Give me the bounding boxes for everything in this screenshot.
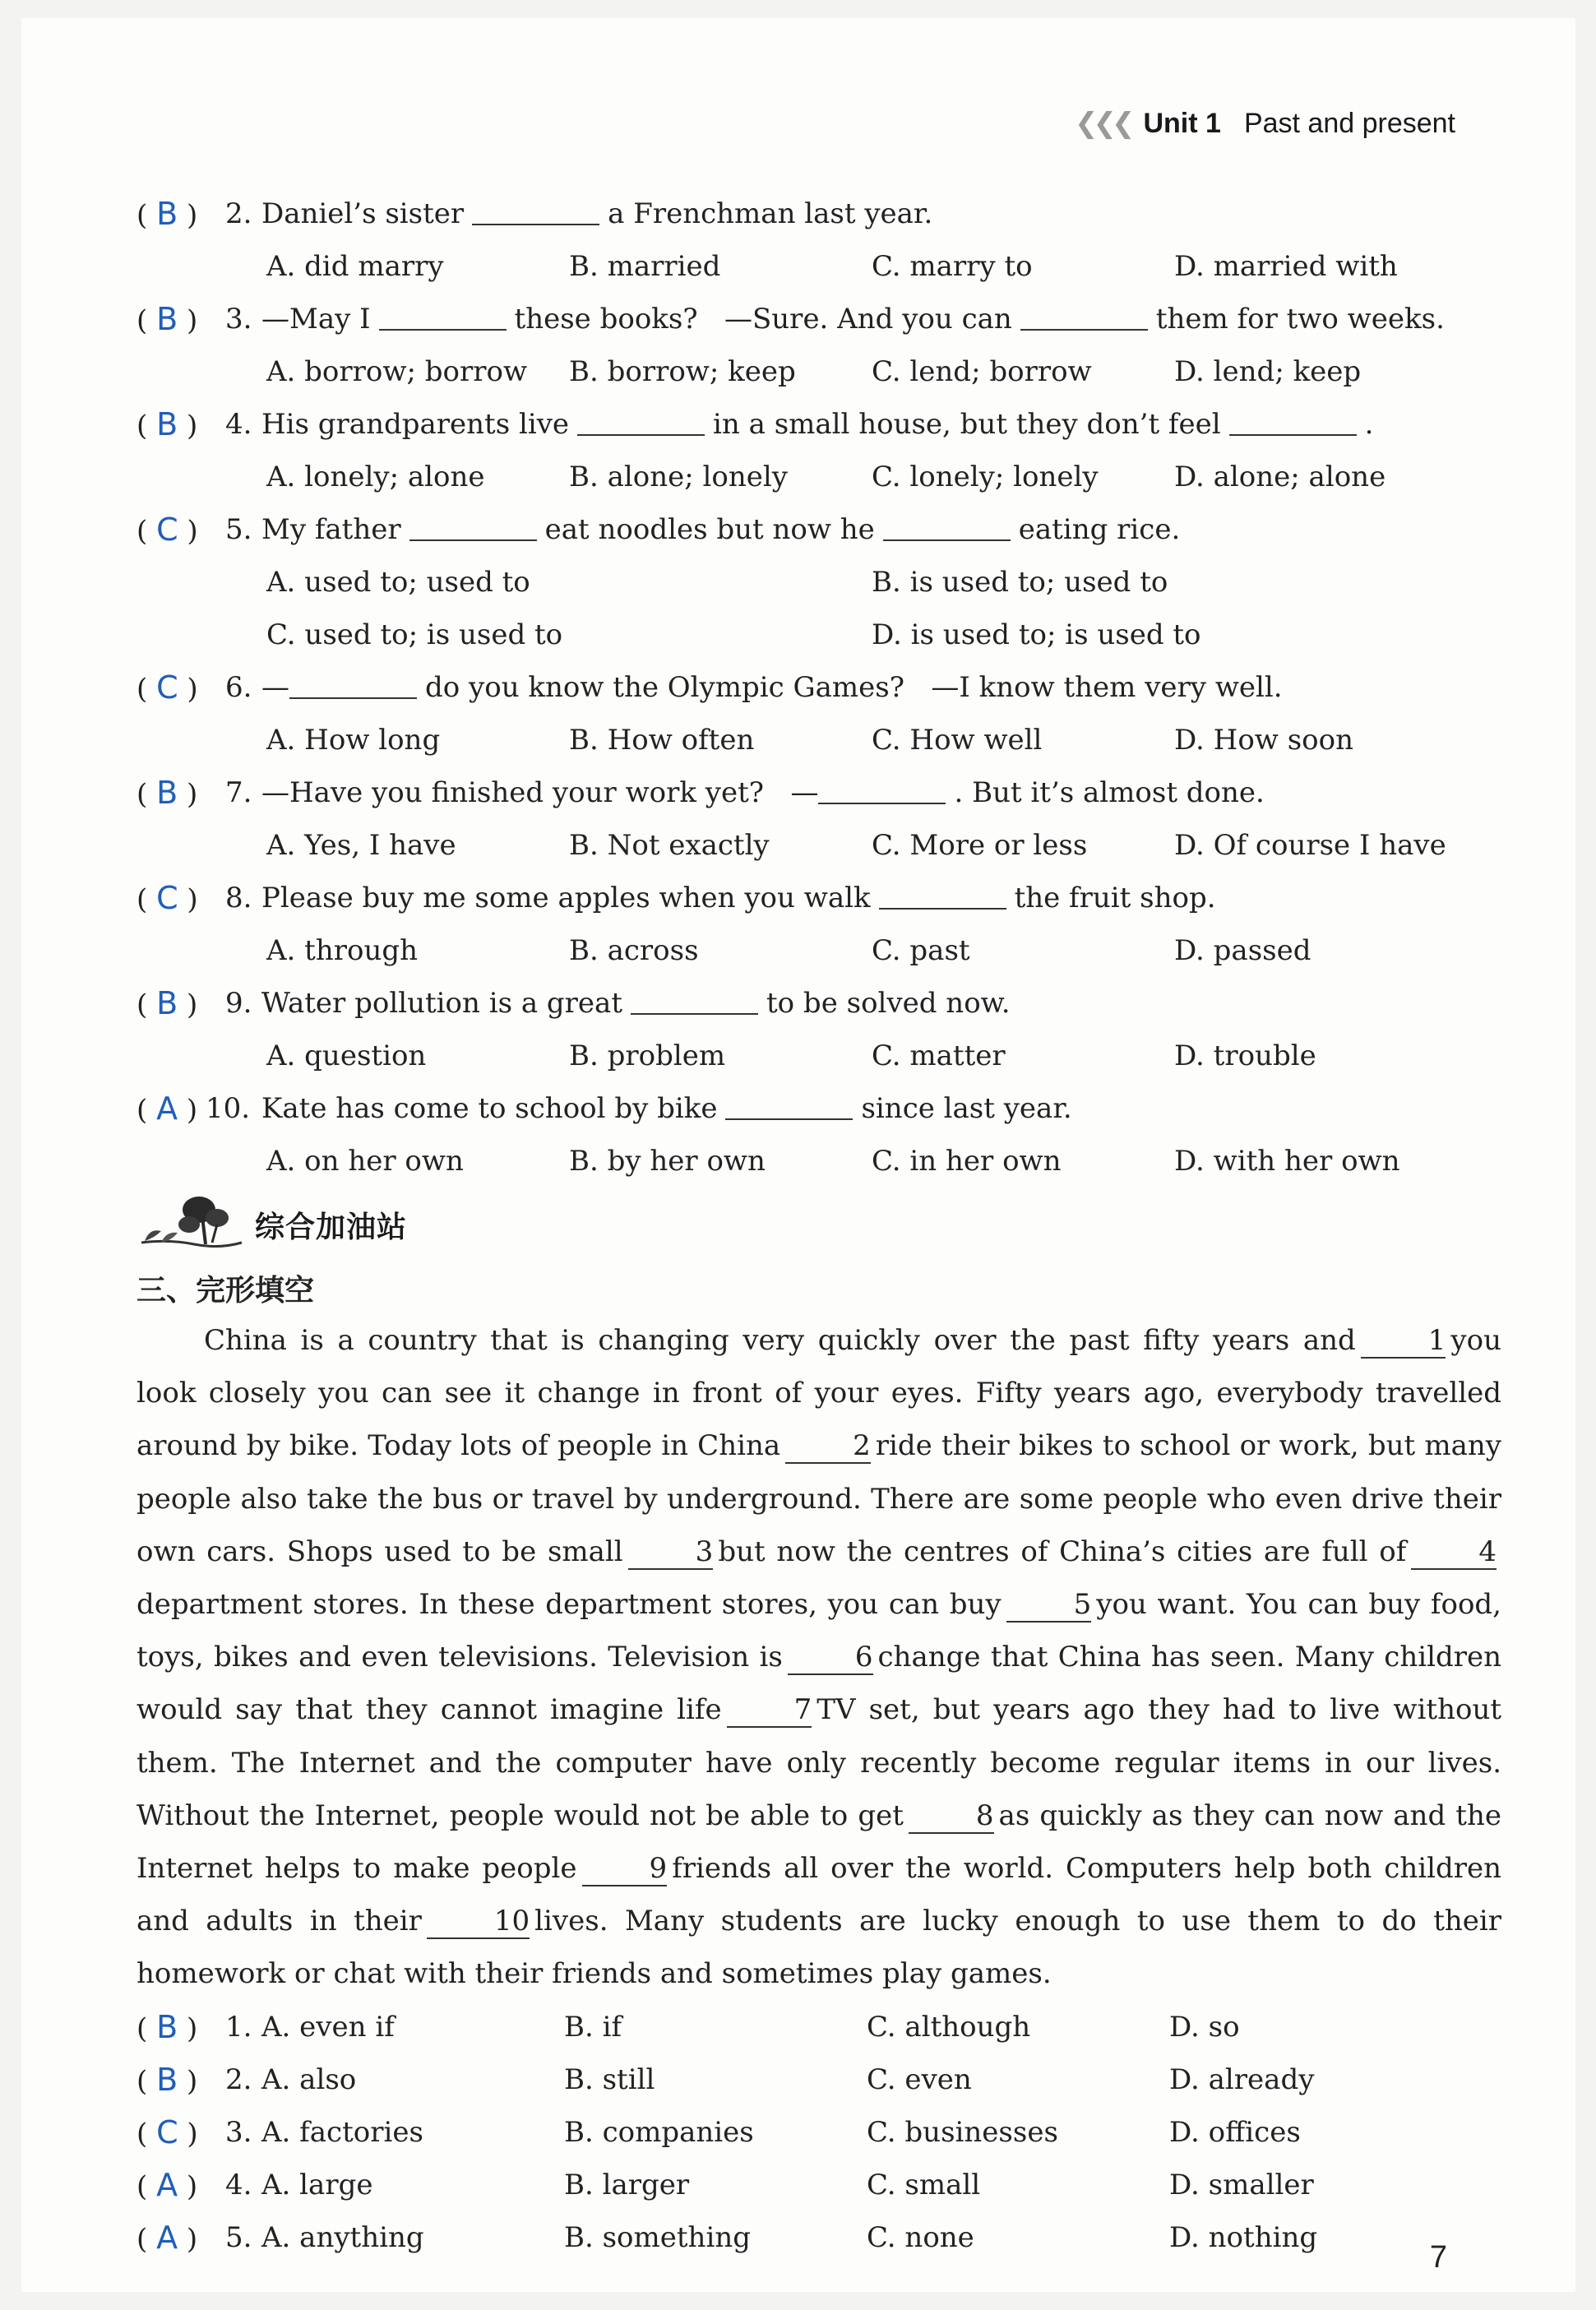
gap-4: 4 (1411, 1535, 1497, 1570)
gap-10: 10 (427, 1905, 530, 1939)
cloze-question-2: ( B ) 2. A. also B. still C. even D. already (136, 2061, 1315, 2098)
options-10: A. on her own B. by her own C. in her own D. with her own (266, 1145, 1400, 1178)
blank (289, 676, 417, 699)
options-8: A. through B. across C. past D. passed (266, 934, 1311, 967)
answer-mark: ( B ) (136, 2008, 198, 2045)
unit-title: Past and present (1243, 107, 1455, 139)
answer-mark: ( A ) (136, 2166, 198, 2203)
answer-mark: ( C ) (136, 669, 198, 706)
answer-mark: ( C ) (136, 512, 198, 548)
question-4: ( B ) 4. His grandparents live in a small house, but they don’t feel . (136, 406, 1374, 442)
chevrons-icon: ❮❮❮ (1075, 108, 1131, 139)
gap-8: 8 (909, 1799, 994, 1834)
gap-6: 6 (788, 1641, 873, 1675)
question-8: ( C ) 8. Please buy me some apples when you walk the fruit shop. (136, 880, 1216, 916)
question-3: ( B ) 3. —May I these books? —Sure. And you can them for two weeks. (136, 301, 1445, 337)
blank (725, 1097, 853, 1120)
cloze-question-4: ( A ) 4. A. large B. larger C. small D. smaller (136, 2166, 1314, 2203)
options-7: A. Yes, I have B. Not exactly C. More or less D. Of course I have (266, 829, 1446, 862)
answer-mark: ( B ) (136, 196, 198, 232)
blank (409, 518, 537, 541)
plant-ornament-icon (136, 1192, 243, 1257)
blank (879, 887, 1006, 910)
options-6: A. How long B. How often C. How well D. How soon (266, 724, 1353, 757)
answer-mark: ( C ) (136, 880, 198, 916)
gap-2: 2 (785, 1429, 871, 1464)
question-2: ( B ) 2. Daniel’s sister a Frenchman last year. (136, 196, 933, 232)
answer-mark: ( B ) (136, 406, 198, 442)
unit-label: Unit 1 (1143, 107, 1221, 139)
blank (883, 518, 1011, 541)
answer-mark: ( A ) (136, 2219, 198, 2256)
options-2: A. did marry B. married C. marry to D. married with (266, 250, 1398, 283)
options-9: A. question B. problem C. matter D. trouble (266, 1039, 1316, 1072)
gap-5: 5 (1006, 1588, 1092, 1623)
page (21, 18, 1575, 2292)
question-5: ( C ) 5. My father eat noodles but now he eating rice. (136, 512, 1181, 548)
cloze-question-1: ( B ) 1. A. even if B. if C. although D. so (136, 2008, 1240, 2045)
options-5b: C. used to; is used to D. is used to; is used to (266, 618, 1201, 651)
page-number: 7 (1429, 2240, 1447, 2275)
options-3: A. borrow; borrow B. borrow; keep C. lend; borrow D. lend; keep (266, 355, 1362, 388)
blank (1020, 308, 1148, 331)
question-7: ( B ) 7. —Have you finished your work yet? — . But it’s almost done. (136, 775, 1265, 811)
content (136, 187, 1501, 2264)
answer-mark: ( B ) (136, 301, 198, 337)
blank (631, 992, 758, 1015)
answer-mark: ( C ) (136, 2113, 198, 2150)
question-10: ( A ) 10. Kate has come to school by bike since last year. (136, 1090, 1072, 1127)
question-9: ( B ) 9. Water pollution is a great to be solved now. (136, 985, 1011, 1021)
blank (379, 308, 507, 331)
cloze-question-3: ( C ) 3. A. factories B. companies C. businesses D. offices (136, 2113, 1301, 2150)
section-banner (136, 1187, 1501, 1261)
options-4: A. lonely; alone B. alone; lonely C. lonely; lonely D. alone; alone (266, 461, 1386, 493)
running-header (1075, 107, 1455, 140)
blank (577, 413, 705, 436)
cloze-passage: China is a country that is changing very quickly over the past fifty years and 1 you look closely you can see it change in front of your eyes. Fifty years ago, everybody travelled around by bike. Today lots of people in China 2 ride their bikes to school or work, but many people also take the bus or travel by underground. There are some people who even drive their own cars. Shops used to be small 3 but now the centres of China’s cities are full of 4department stores. In these department stores, you can buy 5 you want. You can buy food, toys, bikes and even televisions. Television is 6 change that China has seen. Many children would say that they cannot imagine life 7 TV set, but years ago they had to live without them. The Internet and the computer have only recently become regular items in our lives. Without the Internet, people would not be able to get 8 as quickly as they can now and the Internet helps to make people 9 friends all over the world. Computers help both children and adults in their 10 lives. Many students are lucky enough to use them to do their homework or chat with their friends and sometimes play games. (136, 1324, 1502, 1991)
options-5a: A. used to; used to B. is used to; used to (266, 566, 1168, 599)
answer-mark: ( B ) (136, 775, 198, 811)
answer-mark: ( B ) (136, 985, 198, 1021)
blank (472, 202, 599, 225)
answer-mark: ( B ) (136, 2061, 198, 2098)
answer-mark: ( A ) (136, 1090, 198, 1127)
cloze-question-5: ( A ) 5. A. anything B. something C. none D. nothing (136, 2219, 1318, 2256)
gap-7: 7 (727, 1693, 812, 1728)
section-heading: 三、完形填空 (136, 1273, 315, 1308)
gap-1: 1 (1361, 1324, 1446, 1359)
gap-3: 3 (628, 1535, 714, 1570)
question-6: ( C ) 6. — do you know the Olympic Games? —I know them very well. (136, 669, 1283, 706)
blank (818, 781, 946, 804)
blank (1229, 413, 1357, 436)
gap-9: 9 (582, 1852, 668, 1886)
banner-title: 综合加油站 (255, 1210, 408, 1244)
